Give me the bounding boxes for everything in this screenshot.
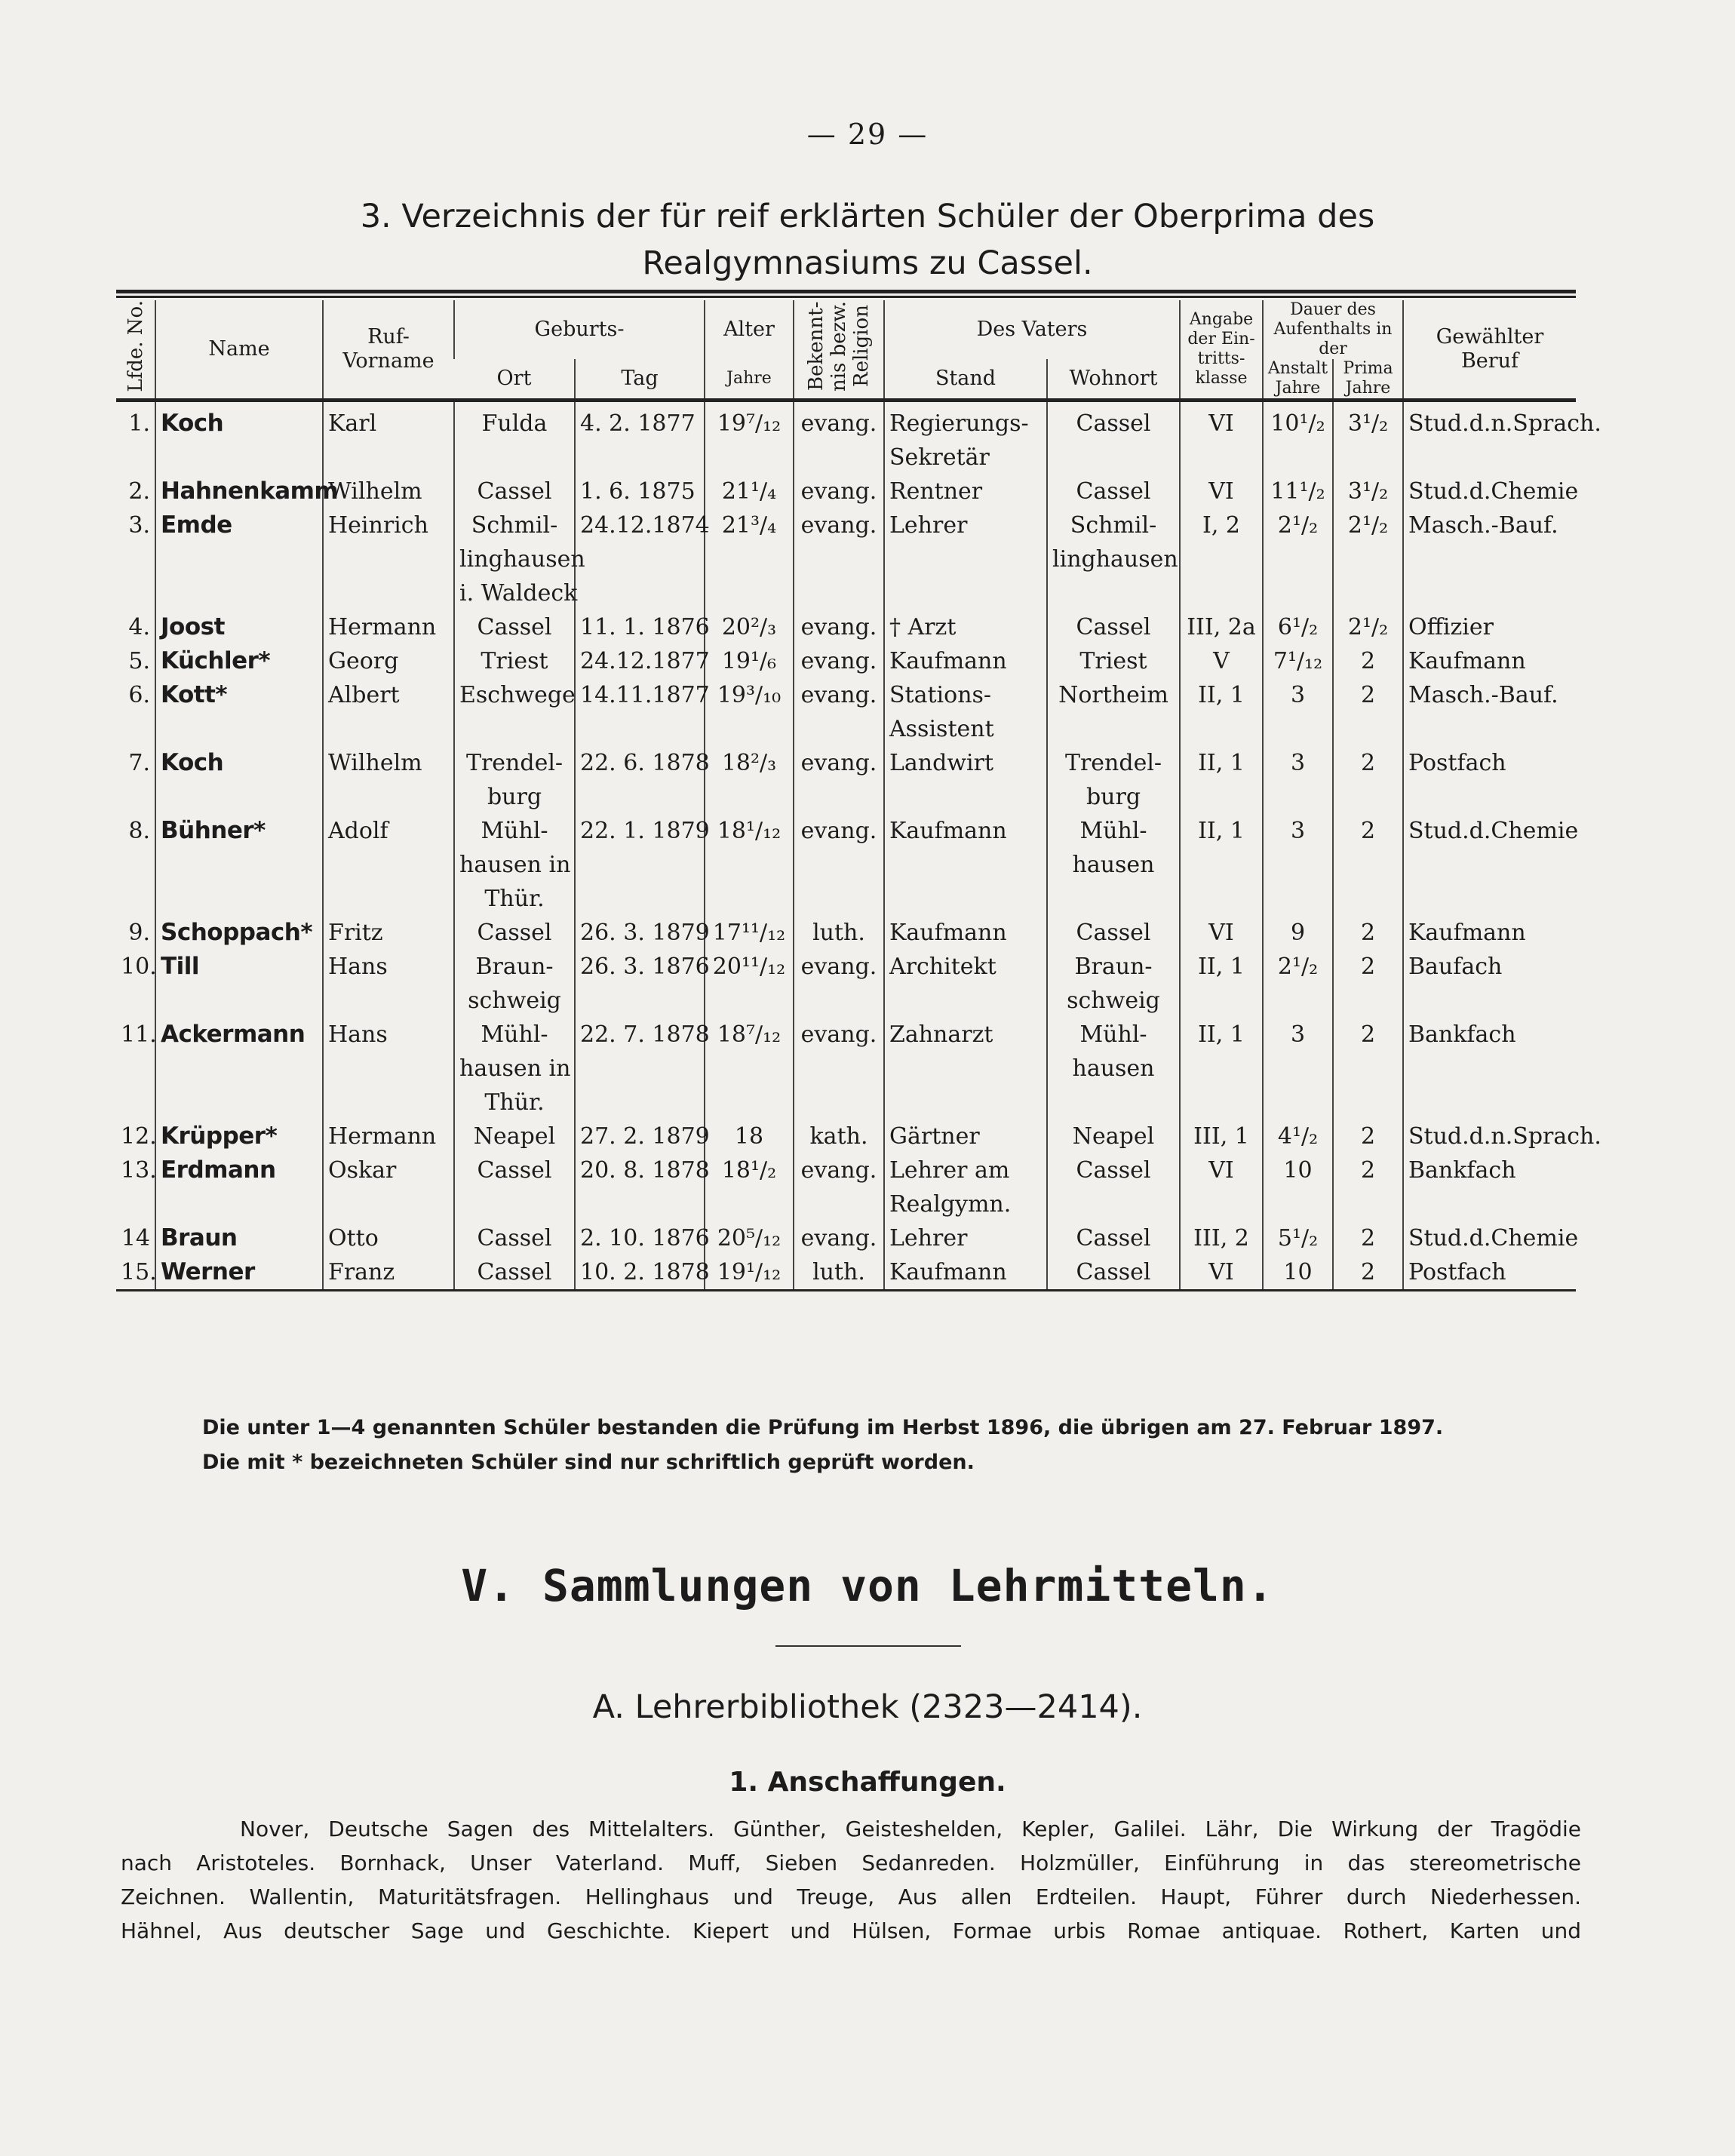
cell-tag: 22. 1. 1879	[575, 814, 705, 916]
cell-alter: 21¹/₄	[705, 475, 794, 508]
cell-klasse: I, 2	[1180, 508, 1263, 610]
cell-beruf: Masch.-Bauf.	[1403, 508, 1576, 610]
cell-prima: 2	[1333, 746, 1403, 814]
table-row	[116, 814, 1576, 916]
cell-klasse: II, 1	[1180, 746, 1263, 814]
list-title	[189, 193, 1546, 287]
cell-wohnort: Cassel	[1047, 916, 1180, 950]
cell-no: 12.	[121, 1123, 157, 1150]
cell-stand: Lehrer	[884, 508, 1047, 610]
cell-tag: 22. 7. 1878	[575, 1018, 705, 1119]
cell-beruf: Offizier	[1403, 610, 1576, 644]
cell-name: Koch	[155, 746, 323, 814]
cell-religion: evang.	[794, 1153, 884, 1221]
table-row	[116, 916, 1576, 950]
cell-no: 6.	[128, 682, 150, 708]
cell-vorname: Otto	[323, 1221, 454, 1255]
cell-vorname: Heinrich	[323, 508, 454, 610]
cell-anstalt: 7¹/₁₂	[1263, 644, 1333, 678]
cell-no: 5.	[128, 648, 150, 674]
table-row	[116, 610, 1576, 644]
cell-stand: Kaufmann	[884, 1255, 1047, 1291]
cell-no: 2.	[128, 478, 150, 505]
cell-anstalt: 3	[1263, 1018, 1333, 1119]
cell-no: 3.	[128, 512, 150, 539]
table-row	[116, 1221, 1576, 1255]
cell-anstalt: 4¹/₂	[1263, 1119, 1333, 1153]
cell-name: Hahnenkamm	[155, 475, 323, 508]
cell-alter: 18¹/₂	[705, 1153, 794, 1221]
cell-ort: Neapel	[454, 1119, 575, 1153]
cell-ort: Braun- schweig	[454, 950, 575, 1018]
table-row	[116, 1153, 1576, 1221]
cell-klasse: II, 1	[1180, 950, 1263, 1018]
cell-stand: Regierungs- Sekretär	[884, 401, 1047, 475]
col-header-vorname: Ruf- Vorname	[323, 300, 454, 401]
cell-alter: 18²/₃	[705, 746, 794, 814]
cell-klasse: III, 2	[1180, 1221, 1263, 1255]
table-row	[116, 1255, 1576, 1291]
cell-religion: kath.	[794, 1119, 884, 1153]
cell-stand: Lehrer	[884, 1221, 1047, 1255]
cell-prima: 2	[1333, 1018, 1403, 1119]
cell-vorname: Wilhelm	[323, 475, 454, 508]
cell-vorname: Adolf	[323, 814, 454, 916]
cell-anstalt: 2¹/₂	[1263, 508, 1333, 610]
cell-name: Ackermann	[155, 1018, 323, 1119]
cell-wohnort: Cassel	[1047, 401, 1180, 475]
cell-anstalt: 9	[1263, 916, 1333, 950]
cell-anstalt: 10	[1263, 1153, 1333, 1221]
cell-klasse: II, 1	[1180, 678, 1263, 746]
cell-alter: 20⁵/₁₂	[705, 1221, 794, 1255]
cell-religion: evang.	[794, 1018, 884, 1119]
cell-alter: 19¹/₆	[705, 644, 794, 678]
cell-beruf: Stud.d.Chemie	[1403, 475, 1576, 508]
cell-beruf: Kaufmann	[1403, 916, 1576, 950]
cell-prima: 2	[1333, 644, 1403, 678]
cell-religion: luth.	[794, 916, 884, 950]
list-title-line-2: Realgymnasiums zu Cassel.	[642, 244, 1093, 282]
cell-religion: evang.	[794, 746, 884, 814]
note-exam-dates: Die unter 1—4 genannten Schüler bestanden die Prüfung im Herbst 1896, die übrigen am 27. Februar 1897.	[202, 1416, 1444, 1439]
list-title-line-1: 3. Verzeichnis der für reif erklärten Schüler der Oberprima des	[360, 198, 1375, 235]
cell-klasse: VI	[1180, 401, 1263, 475]
cell-prima: 3¹/₂	[1333, 475, 1403, 508]
table-row	[116, 746, 1576, 814]
cell-tag: 26. 3. 1876	[575, 950, 705, 1018]
cell-wohnort: Mühl- hausen	[1047, 1018, 1180, 1119]
subsubsection-heading: 1. Anschaffungen.	[729, 1767, 1006, 1798]
table-row	[116, 475, 1576, 508]
cell-tag: 22. 6. 1878	[575, 746, 705, 814]
cell-stand: Landwirt	[884, 746, 1047, 814]
cell-beruf: Bankfach	[1403, 1018, 1576, 1119]
col-header-prima: Prima Jahre	[1333, 359, 1403, 401]
cell-klasse: VI	[1180, 1153, 1263, 1221]
cell-name: Küchler*	[155, 644, 323, 678]
cell-alter: 18	[705, 1119, 794, 1153]
cell-stand: Kaufmann	[884, 814, 1047, 916]
cell-prima: 3¹/₂	[1333, 401, 1403, 475]
cell-ort: Eschwege	[454, 678, 575, 746]
cell-beruf: Baufach	[1403, 950, 1576, 1018]
col-header-geburts: Geburts-	[454, 300, 705, 359]
cell-stand: Stations- Assistent	[884, 678, 1047, 746]
cell-name: Schoppach*	[155, 916, 323, 950]
cell-ort: Cassel	[454, 475, 575, 508]
cell-vorname: Karl	[323, 401, 454, 475]
cell-prima: 2	[1333, 950, 1403, 1018]
cell-religion: evang.	[794, 1221, 884, 1255]
col-header-lfde-no: Lfde. No.	[124, 300, 147, 392]
cell-alter: 21³/₄	[705, 508, 794, 610]
cell-prima: 2	[1333, 916, 1403, 950]
cell-anstalt: 5¹/₂	[1263, 1221, 1333, 1255]
paragraph-line: Hähnel, Aus deutscher Sage und Geschichte. Kiepert und Hülsen, Formae urbis Romae antiquae. Rothert, Karten und	[121, 1918, 1581, 1943]
cell-beruf: Stud.d.Chemie	[1403, 1221, 1576, 1255]
cell-wohnort: Cassel	[1047, 610, 1180, 644]
cell-name: Koch	[155, 401, 323, 475]
cell-beruf: Stud.d.Chemie	[1403, 814, 1576, 916]
col-header-wohnort: Wohnort	[1047, 359, 1180, 401]
paragraph-line: nach Aristoteles. Bornhack, Unser Vaterland. Muff, Sieben Sedanreden. Holzmüller, Einführung in das stereometrische	[121, 1850, 1581, 1875]
col-header-anstalt: Anstalt Jahre	[1263, 359, 1333, 401]
col-header-jahre: Jahre	[705, 359, 794, 401]
cell-anstalt: 3	[1263, 678, 1333, 746]
cell-no: 15.	[116, 1255, 155, 1291]
page-number: — 29 —	[806, 118, 929, 151]
cell-klasse: VI	[1180, 1255, 1263, 1291]
col-header-tag: Tag	[575, 359, 705, 401]
cell-tag: 2. 10. 1876	[575, 1221, 705, 1255]
cell-ort: Triest	[454, 644, 575, 678]
cell-stand: Gärtner	[884, 1119, 1047, 1153]
cell-tag: 24.12.1874	[575, 508, 705, 610]
cell-anstalt: 2¹/₂	[1263, 950, 1333, 1018]
cell-stand: Lehrer am Realgymn.	[884, 1153, 1047, 1221]
cell-tag: 4. 2. 1877	[575, 401, 705, 475]
table-row	[116, 1018, 1576, 1119]
cell-anstalt: 6¹/₂	[1263, 610, 1333, 644]
cell-stand: Rentner	[884, 475, 1047, 508]
cell-wohnort: Cassel	[1047, 1255, 1180, 1291]
cell-ort: Cassel	[454, 1255, 575, 1291]
cell-religion: evang.	[794, 508, 884, 610]
cell-religion: evang.	[794, 678, 884, 746]
cell-alter: 18⁷/₁₂	[705, 1018, 794, 1119]
cell-beruf: Stud.d.n.Sprach.	[1403, 1119, 1576, 1153]
cell-wohnort: Neapel	[1047, 1119, 1180, 1153]
cell-alter: 17¹¹/₁₂	[705, 916, 794, 950]
cell-anstalt: 3	[1263, 746, 1333, 814]
cell-no: 4.	[128, 614, 150, 640]
cell-wohnort: Trendel- burg	[1047, 746, 1180, 814]
col-header-bekenntnis: Bekennt- nis bezw. Religion	[794, 300, 884, 401]
cell-ort: Cassel	[454, 1153, 575, 1221]
cell-ort: Schmil- linghausen i. Waldeck	[454, 508, 575, 610]
cell-klasse: II, 1	[1180, 1018, 1263, 1119]
cell-tag: 14.11.1877	[575, 678, 705, 746]
cell-klasse: VI	[1180, 475, 1263, 508]
cell-vorname: Hans	[323, 1018, 454, 1119]
cell-tag: 26. 3. 1879	[575, 916, 705, 950]
table-notes	[202, 1411, 1443, 1480]
cell-religion: evang.	[794, 475, 884, 508]
cell-no: 8.	[128, 818, 150, 844]
cell-ort: Cassel	[454, 610, 575, 644]
cell-tag: 10. 2. 1878	[575, 1255, 705, 1291]
section-heading: V. Sammlungen von Lehrmitteln.	[461, 1560, 1274, 1611]
cell-no: 13.	[121, 1157, 157, 1184]
paragraph-line: Nover, Deutsche Sagen des Mittelalters. Günther, Geisteshelden, Kepler, Galilei. Lähr, Die Wirkung der Tragödie	[240, 1817, 1581, 1841]
cell-beruf: Postfach	[1403, 746, 1576, 814]
cell-prima: 2	[1333, 1119, 1403, 1153]
cell-religion: evang.	[794, 401, 884, 475]
cell-prima: 2	[1333, 814, 1403, 916]
cell-prima: 2	[1333, 1153, 1403, 1221]
cell-name: Braun	[155, 1221, 323, 1255]
cell-beruf: Stud.d.n.Sprach.	[1403, 401, 1576, 475]
col-header-beruf: Gewählter Beruf	[1403, 300, 1576, 401]
table-row	[116, 1119, 1576, 1153]
paragraph-line: Zeichnen. Wallentin, Maturitätsfragen. Hellinghaus und Treuge, Aus allen Erdteilen. Haupt, Führer durch Niederhessen.	[121, 1884, 1581, 1909]
cell-ort: Cassel	[454, 916, 575, 950]
col-header-ort: Ort	[496, 367, 532, 390]
cell-stand: Kaufmann	[884, 644, 1047, 678]
cell-name: Werner	[155, 1255, 323, 1291]
cell-wohnort: Triest	[1047, 644, 1180, 678]
cell-tag: 20. 8. 1878	[575, 1153, 705, 1221]
cell-vorname: Wilhelm	[323, 746, 454, 814]
cell-tag: 1. 6. 1875	[575, 475, 705, 508]
col-header-alter: Alter	[705, 300, 794, 359]
cell-name: Kott*	[155, 678, 323, 746]
col-header-name: Name	[155, 300, 323, 401]
cell-no: 7.	[128, 750, 150, 776]
cell-stand: Zahnarzt	[884, 1018, 1047, 1119]
cell-ort: Mühl- hausen in Thür.	[454, 1018, 575, 1119]
cell-beruf: Kaufmann	[1403, 644, 1576, 678]
graduates-table-body	[116, 401, 1601, 1291]
top-rule	[116, 290, 1576, 293]
section-divider	[775, 1645, 961, 1647]
cell-no: 11.	[121, 1021, 157, 1048]
cell-vorname: Albert	[323, 678, 454, 746]
cell-wohnort: Cassel	[1047, 1153, 1180, 1221]
graduates-table	[116, 300, 1601, 1291]
cell-anstalt: 3	[1263, 814, 1333, 916]
cell-religion: evang.	[794, 610, 884, 644]
cell-name: Bühner*	[155, 814, 323, 916]
cell-tag: 27. 2. 1879	[575, 1119, 705, 1153]
cell-wohnort: Schmil- linghausen	[1047, 508, 1180, 610]
cell-beruf: Postfach	[1403, 1255, 1576, 1291]
cell-ort: Cassel	[454, 1221, 575, 1255]
cell-prima: 2	[1333, 1221, 1403, 1255]
graduates-table-wrapper	[116, 290, 1601, 1291]
cell-prima: 2	[1333, 678, 1403, 746]
cell-klasse: III, 1	[1180, 1119, 1263, 1153]
cell-klasse: V	[1180, 644, 1263, 678]
cell-wohnort: Mühl- hausen	[1047, 814, 1180, 916]
cell-beruf: Bankfach	[1403, 1153, 1576, 1221]
cell-beruf: Masch.-Bauf.	[1403, 678, 1576, 746]
cell-klasse: VI	[1180, 916, 1263, 950]
col-header-angabe: Angabe der Ein- tritts- klasse	[1180, 300, 1263, 401]
cell-wohnort: Cassel	[1047, 475, 1180, 508]
table-row	[116, 678, 1576, 746]
table-row	[116, 508, 1576, 610]
cell-name: Erdmann	[155, 1153, 323, 1221]
cell-alter: 20¹¹/₁₂	[705, 950, 794, 1018]
cell-tag: 11. 1. 1876	[575, 610, 705, 644]
cell-vorname: Hermann	[323, 610, 454, 644]
cell-religion: luth.	[794, 1255, 884, 1291]
cell-vorname: Georg	[323, 644, 454, 678]
cell-no: 1.	[128, 410, 150, 437]
table-row	[116, 950, 1576, 1018]
cell-vorname: Fritz	[323, 916, 454, 950]
cell-name: Joost	[155, 610, 323, 644]
cell-stand: † Arzt	[884, 610, 1047, 644]
cell-klasse: II, 1	[1180, 814, 1263, 916]
cell-name: Emde	[155, 508, 323, 610]
cell-alter: 18¹/₁₂	[705, 814, 794, 916]
col-header-des-vaters: Des Vaters	[884, 300, 1180, 359]
cell-religion: evang.	[794, 814, 884, 916]
cell-religion: evang.	[794, 644, 884, 678]
cell-ort: Mühl- hausen in Thür.	[454, 814, 575, 916]
cell-alter: 20²/₃	[705, 610, 794, 644]
table-row	[116, 644, 1576, 678]
cell-wohnort: Braun- schweig	[1047, 950, 1180, 1018]
cell-wohnort: Northeim	[1047, 678, 1180, 746]
cell-vorname: Franz	[323, 1255, 454, 1291]
cell-vorname: Hermann	[323, 1119, 454, 1153]
note-written-only: Die mit * bezeichneten Schüler sind nur schriftlich geprüft worden.	[202, 1451, 975, 1474]
col-header-dauer: Dauer des Aufenthalts in der	[1263, 300, 1403, 359]
cell-no: 10.	[121, 954, 157, 980]
cell-anstalt: 11¹/₂	[1263, 475, 1333, 508]
subsection-heading: A. Lehrerbibliothek (2323—2414).	[592, 1688, 1143, 1726]
cell-name: Krüpper*	[155, 1119, 323, 1153]
cell-klasse: III, 2a	[1180, 610, 1263, 644]
cell-alter: 19⁷/₁₂	[705, 401, 794, 475]
cell-anstalt: 10	[1263, 1255, 1333, 1291]
cell-ort: Trendel- burg	[454, 746, 575, 814]
cell-alter: 19³/₁₀	[705, 678, 794, 746]
col-header-stand: Stand	[884, 359, 1047, 401]
cell-prima: 2	[1333, 1255, 1403, 1291]
acquisitions-paragraph	[121, 1812, 1581, 1948]
cell-alter: 19¹/₁₂	[705, 1255, 794, 1291]
cell-no: 9.	[128, 920, 150, 946]
cell-prima: 2¹/₂	[1333, 610, 1403, 644]
cell-ort: Fulda	[454, 401, 575, 475]
cell-stand: Architekt	[884, 950, 1047, 1018]
cell-wohnort: Cassel	[1047, 1221, 1180, 1255]
cell-prima: 2¹/₂	[1333, 508, 1403, 610]
cell-tag: 24.12.1877	[575, 644, 705, 678]
cell-no: 14	[121, 1225, 150, 1252]
cell-religion: evang.	[794, 950, 884, 1018]
cell-anstalt: 10¹/₂	[1263, 401, 1333, 475]
cell-vorname: Hans	[323, 950, 454, 1018]
cell-name: Till	[155, 950, 323, 1018]
table-row	[116, 401, 1576, 475]
cell-vorname: Oskar	[323, 1153, 454, 1221]
cell-stand: Kaufmann	[884, 916, 1047, 950]
